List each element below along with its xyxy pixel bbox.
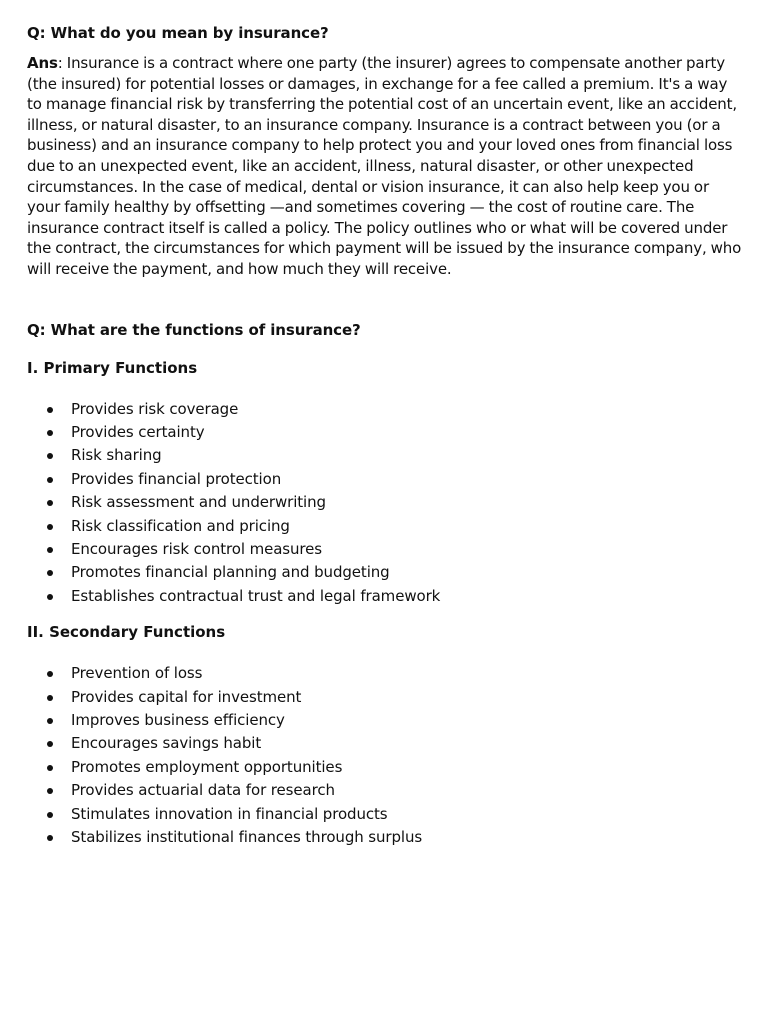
bullet-icon — [47, 500, 53, 506]
list-item: Stimulates innovation in financial products — [27, 803, 744, 826]
bullet-icon — [47, 477, 53, 483]
list-item: Risk assessment and underwriting — [27, 491, 744, 514]
list-item: Provides financial protection — [27, 468, 744, 491]
bullet-icon — [47, 695, 53, 701]
answer-label: Ans — [27, 54, 58, 72]
bullet-icon — [47, 570, 53, 576]
bullet-icon — [47, 407, 53, 413]
list-item: Encourages savings habit — [27, 732, 744, 755]
answer-text: : Insurance is a contract where one party (the insurer) agrees to compensate another party (the insured) for potential losses or damages, in exchange for a fee called a premium. It's a way to manage financial risk by transferring the potential cost of an uncertain event, like an accident, illness, or natural disaster, to an insurance company. Insurance is a contract between you (or a business) and an insurance company to help protect you and your loved ones from financial loss due to an unexpected event, like an accident, illness, natural disaster, or other unexpected circumstances. In the case of medical, dental or vision insurance, it can also help keep you or your family healthy by offsetting —and sometimes covering — the cost of routine care. The insurance contract itself is called a policy. The policy outlines who or what will be covered under the contract, the circumstances for which payment will be issued by the insurance company, who will receive the payment, and how much they will receive. — [27, 54, 742, 278]
list-item: Prevention of loss — [27, 662, 744, 685]
bullet-icon — [47, 788, 53, 794]
list-item: Provides risk coverage — [27, 398, 744, 421]
list-item: Stabilizes institutional finances through surplus — [27, 826, 744, 849]
answer-1 — [27, 53, 744, 280]
list-item: Establishes contractual trust and legal framework — [27, 585, 744, 608]
list-item: Promotes employment opportunities — [27, 756, 744, 779]
secondary-functions-heading: II. Secondary Functions — [27, 623, 226, 642]
bullet-icon — [47, 430, 53, 436]
bullet-icon — [47, 718, 53, 724]
bullet-icon — [47, 835, 53, 841]
primary-functions-list — [27, 398, 744, 609]
secondary-functions-list — [27, 662, 744, 849]
question-2: Q: What are the functions of insurance? — [27, 320, 361, 339]
bullet-icon — [47, 741, 53, 747]
question-1: Q: What do you mean by insurance? — [27, 24, 329, 42]
list-item: Risk classification and pricing — [27, 515, 744, 538]
list-item: Encourages risk control measures — [27, 538, 744, 561]
list-item: Provides certainty — [27, 421, 744, 444]
bullet-icon — [47, 594, 53, 600]
bullet-icon — [47, 524, 53, 530]
list-item: Improves business efficiency — [27, 709, 744, 732]
list-item: Risk sharing — [27, 444, 744, 467]
bullet-icon — [47, 812, 53, 818]
primary-functions-heading: I. Primary Functions — [27, 358, 198, 377]
bullet-icon — [47, 453, 53, 459]
list-item: Promotes financial planning and budgeting — [27, 561, 744, 584]
list-item: Provides capital for investment — [27, 686, 744, 709]
bullet-icon — [47, 547, 53, 553]
bullet-icon — [47, 671, 53, 677]
bullet-icon — [47, 765, 53, 771]
list-item: Provides actuarial data for research — [27, 779, 744, 802]
